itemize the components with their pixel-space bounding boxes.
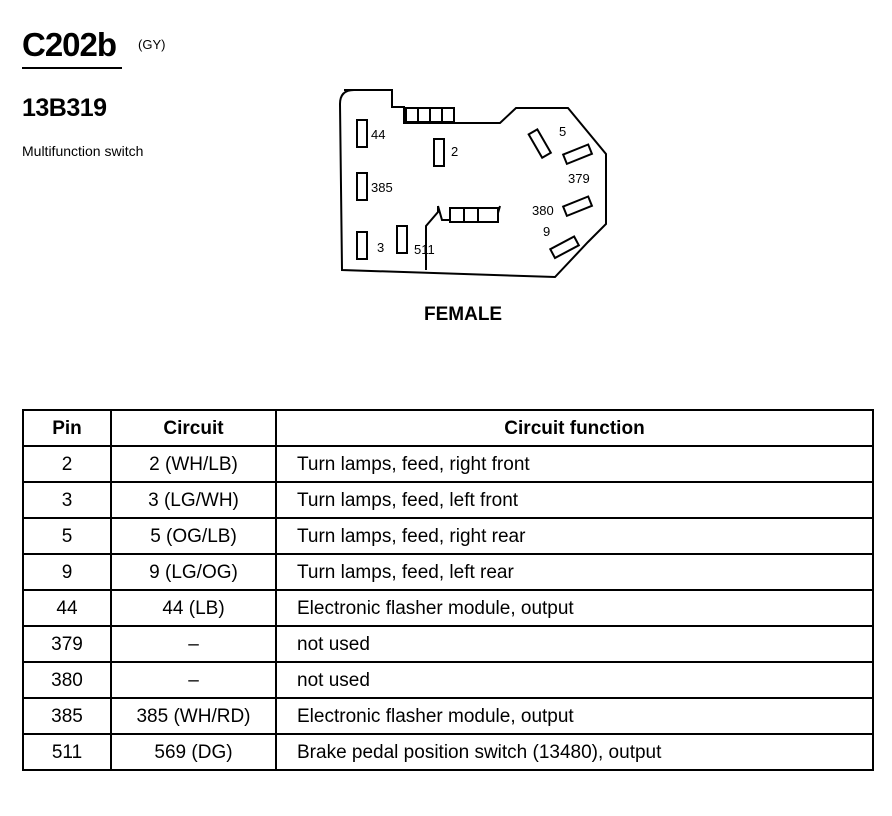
pin-9-terminal [550, 236, 579, 258]
connector-gender: FEMALE [424, 304, 503, 325]
pin-label-9: 9 [543, 224, 551, 239]
pin-5-terminal [529, 129, 551, 157]
cell-circuit: 44 (LB) [111, 590, 276, 626]
part-description: Multifunction switch [22, 143, 144, 159]
cell-circuit-function: Turn lamps, feed, left rear [276, 554, 873, 590]
pin-385-terminal [357, 173, 367, 200]
pin-label-5: 5 [559, 124, 567, 139]
table-row [23, 518, 873, 554]
cell-pin: 44 [23, 590, 111, 626]
cell-circuit-function: Turn lamps, feed, left front [276, 482, 873, 518]
table-row [23, 662, 873, 698]
pin-44-terminal [357, 120, 367, 147]
cell-circuit: – [111, 662, 276, 698]
table-header-row [23, 410, 873, 446]
header-circuit: Circuit [111, 410, 276, 446]
pin-label-511: 511 [414, 242, 435, 257]
pinout-table [22, 409, 874, 771]
table-row [23, 446, 873, 482]
table-row [23, 554, 873, 590]
middle-latch [438, 206, 500, 222]
header-circuit-function: Circuit function [276, 410, 873, 446]
cell-pin: 5 [23, 518, 111, 554]
cell-circuit: 3 (LG/WH) [111, 482, 276, 518]
pin-380-terminal [563, 196, 592, 215]
pin-label-3: 3 [377, 240, 385, 255]
cell-circuit-function: Electronic flasher module, output [276, 590, 873, 626]
connector-face-diagram [330, 84, 620, 280]
cell-circuit-function: Turn lamps, feed, right rear [276, 518, 873, 554]
pin-label-380: 380 [532, 203, 554, 218]
table-row [23, 626, 873, 662]
cell-pin: 379 [23, 626, 111, 662]
pin-label-385: 385 [371, 180, 393, 195]
cell-circuit-function: not used [276, 662, 873, 698]
connector-id: C202b [22, 26, 117, 63]
cell-pin: 3 [23, 482, 111, 518]
cell-circuit-function: Turn lamps, feed, right front [276, 446, 873, 482]
cell-pin: 9 [23, 554, 111, 590]
pin-label-2: 2 [451, 144, 459, 159]
header-pin: Pin [23, 410, 111, 446]
pin-label-44: 44 [371, 127, 386, 142]
table-row [23, 482, 873, 518]
table-row [23, 734, 873, 770]
cell-circuit-function: Electronic flasher module, output [276, 698, 873, 734]
cell-circuit: 2 (WH/LB) [111, 446, 276, 482]
connector-color-code: (GY) [138, 37, 166, 52]
table-row [23, 698, 873, 734]
cell-pin: 511 [23, 734, 111, 770]
table-row [23, 590, 873, 626]
pin-2-terminal [434, 139, 444, 166]
cell-circuit-function: not used [276, 626, 873, 662]
pin-511-terminal [397, 226, 407, 253]
top-latch [406, 108, 454, 122]
cell-circuit: 569 (DG) [111, 734, 276, 770]
cell-circuit: 9 (LG/OG) [111, 554, 276, 590]
pin-label-379: 379 [568, 171, 590, 186]
connector-id-underline [22, 67, 122, 69]
pin-3-terminal [357, 232, 367, 259]
housing-notch [426, 206, 438, 270]
cell-pin: 380 [23, 662, 111, 698]
part-number: 13B319 [22, 94, 107, 122]
cell-circuit: – [111, 626, 276, 662]
cell-pin: 2 [23, 446, 111, 482]
cell-circuit: 385 (WH/RD) [111, 698, 276, 734]
pin-379-terminal [563, 144, 592, 163]
cell-pin: 385 [23, 698, 111, 734]
cell-circuit-function: Brake pedal position switch (13480), output [276, 734, 873, 770]
cell-circuit: 5 (OG/LB) [111, 518, 276, 554]
